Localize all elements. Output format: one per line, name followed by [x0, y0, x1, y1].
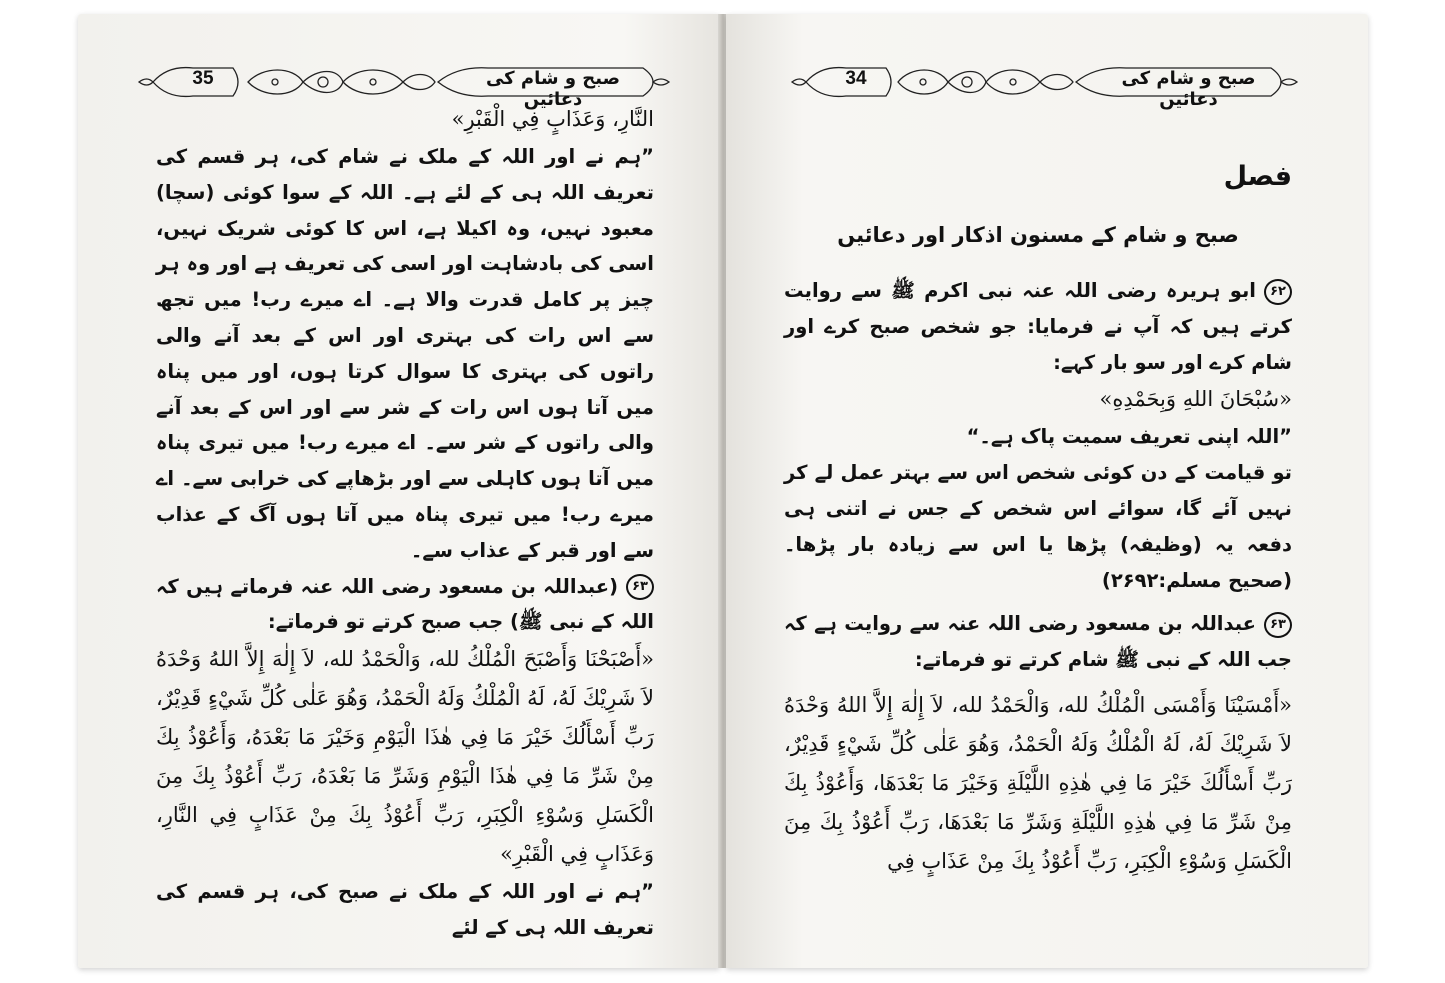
chapter-subheading: صبح و شام کے مسنون اذکار اور دعائیں	[837, 223, 1239, 247]
left-page-header	[133, 62, 673, 110]
hadith-number-badge: ۶۳	[626, 574, 654, 600]
right-page-header	[786, 62, 1301, 110]
running-title: صبح و شام کی دعائیں	[485, 68, 621, 110]
hadith-intro-paragraph	[784, 606, 1292, 678]
floral-ornament-icon	[248, 70, 435, 94]
left-page	[78, 14, 720, 968]
page-number: 34	[845, 68, 867, 89]
left-page-body	[156, 100, 654, 946]
section-heading: فصل	[1223, 161, 1292, 192]
hadith-number-badge: ۶۳	[1264, 612, 1292, 638]
right-page-body	[784, 149, 1292, 881]
open-book	[78, 14, 1368, 968]
hadith-intro-paragraph	[784, 273, 1292, 380]
urdu-translation-paragraph: ”ہم نے اور اللہ کے ملک نے شام کی، ہر قسم کی تعریف اللہ ہی کے لئے ہے۔ اللہ کے سوا کوئی (سچا) معبود نہیں، وہ اکیلا ہے، اس کا کوئی شریک نہیں، اسی کی بادشاہت اور اسی کی تعریف ہے اور وہ ہر چیز پر کامل قدرت والا ہے۔ اے میرے رب! میں تجھ سے اس رات کی بہتری اور اس کے بعد آنے والی راتوں کی بہتری کا سوال کرتا ہوں، اور میں پناہ میں آتا ہوں اس رات کے شر سے اور اس کے بعد آنے والی راتوں کے شر سے۔ اے میرے رب! میں تیری پناہ میں آتا ہوں کاہلی سے اور بڑھاپے کی خرابی سے۔ اے میرے رب! میں تیری پناہ میں آتا ہوں آگ کے عذاب سے اور قبر کے عذاب سے۔	[156, 145, 654, 562]
hadith-intro-text: عبداللہ بن مسعود رضی اللہ عنہ سے روایت ہے کہ جب اللہ کے نبی ﷺ شام کرتے تو فرماتے:	[784, 612, 1292, 672]
hadith-intro-paragraph	[156, 569, 654, 641]
hadith-number-badge: ۶۲	[1264, 279, 1292, 305]
urdu-explanation-paragraph: تو قیامت کے دن کوئی شخص اس سے بہتر عمل لے کر نہیں آئے گا، سوائے اس شخص کے جس نے اتنی ہی دفعہ یہ (وظیفہ) پڑھا یا اس سے زیادہ بار پڑھا۔ (صحیح مسلم:۲۶۹۲)	[784, 461, 1292, 592]
right-page	[726, 14, 1368, 968]
hadith-intro-text: (عبداللہ بن مسعود رضی اللہ عنہ فرماتے ہیں کہ اللہ کے نبی ﷺ) جب صبح کرتے تو فرماتے:	[156, 574, 654, 634]
urdu-translation-line: ”ہم نے اور اللہ کے ملک نے صبح کی، ہر قسم کی تعریف اللہ ہی کے لئے	[156, 880, 654, 939]
arabic-dua-paragraph: «أَمْسَيْنَا وَأَمْسَى الْمُلْكُ لله، وَالْحَمْدُ لله، لاَ إِلٰهَ إِلاَّ اللهُ وَحْدَهُ لاَ شَرِيْكَ لَهُ، لَهُ الْمُلْكُ وَلَهُ الْحَمْدُ، وَهُوَ عَلٰى كُلِّ شَيْءٍ قَدِيْرٌ، رَبِّ أَسْأَلُكَ خَيْرَ مَا فِي هٰذِهِ اللَّيْلَةِ وَخَيْرَ مَا بَعْدَهَا، وَأَعُوْذُ بِكَ مِنْ شَرِّ مَا فِي هٰذِهِ اللَّيْلَةِ وَشَرِّ مَا بَعْدَهَا، رَبِّ أَعُوْذُ بِكَ مِنَ الْكَسَلِ وَسُوْءِ الْكِبَرِ، رَبِّ أَعُوْذُ بِكَ مِنْ عَذَابٍ فِي	[784, 692, 1292, 873]
running-title: صبح و شام کی دعائیں	[1121, 68, 1256, 110]
arabic-dua-paragraph: «أَصْبَحْنَا وَأَصْبَحَ الْمُلْكُ لله، وَالْحَمْدُ لله، لاَ إِلٰهَ إِلاَّ اللهُ وَحْدَهُ لاَ شَرِيْكَ لَهُ، لَهُ الْمُلْكُ وَلَهُ الْحَمْدُ، وَهُوَ عَلٰى كُلِّ شَيْءٍ قَدِيْرٌ، رَبِّ أَسْأَلُكَ خَيْرَ مَا فِي هٰذَا الْيَوْمِ وَخَيْرَ مَا بَعْدَهُ، وَأَعُوْذُ بِكَ مِنْ شَرِّ مَا فِي هٰذَا الْيَوْمِ وَشَرِّ مَا بَعْدَهُ، رَبِّ أَعُوْذُ بِكَ مِنَ الْكَسَلِ وَسُوْءِ الْكِبَرِ، رَبِّ أَعُوْذُ بِكَ مِنْ عَذَابٍ فِي النَّارِ، وَعَذَابٍ فِي الْقَبْرِ»	[156, 647, 654, 867]
hadith-intro-text: ابو ہریرہ رضی اللہ عنہ نبی اکرم ﷺ سے روایت کرتے ہیں کہ آپ نے فرمایا: جو شخص صبح کرے اور شام کرے اور سو بار کہے:	[784, 279, 1292, 374]
floral-ornament-icon	[898, 70, 1073, 94]
arabic-dua-line: «سُبْحَانَ اللهِ وَبِحَمْدِهِ»	[1099, 387, 1292, 412]
urdu-translation-line: ”اللہ اپنی تعریف سمیت پاک ہے۔“	[966, 425, 1292, 449]
page-number: 35	[192, 68, 214, 89]
arabic-dua-line: النَّارِ، وَعَذَابٍ فِي الْقَبْرِ»	[451, 107, 654, 131]
